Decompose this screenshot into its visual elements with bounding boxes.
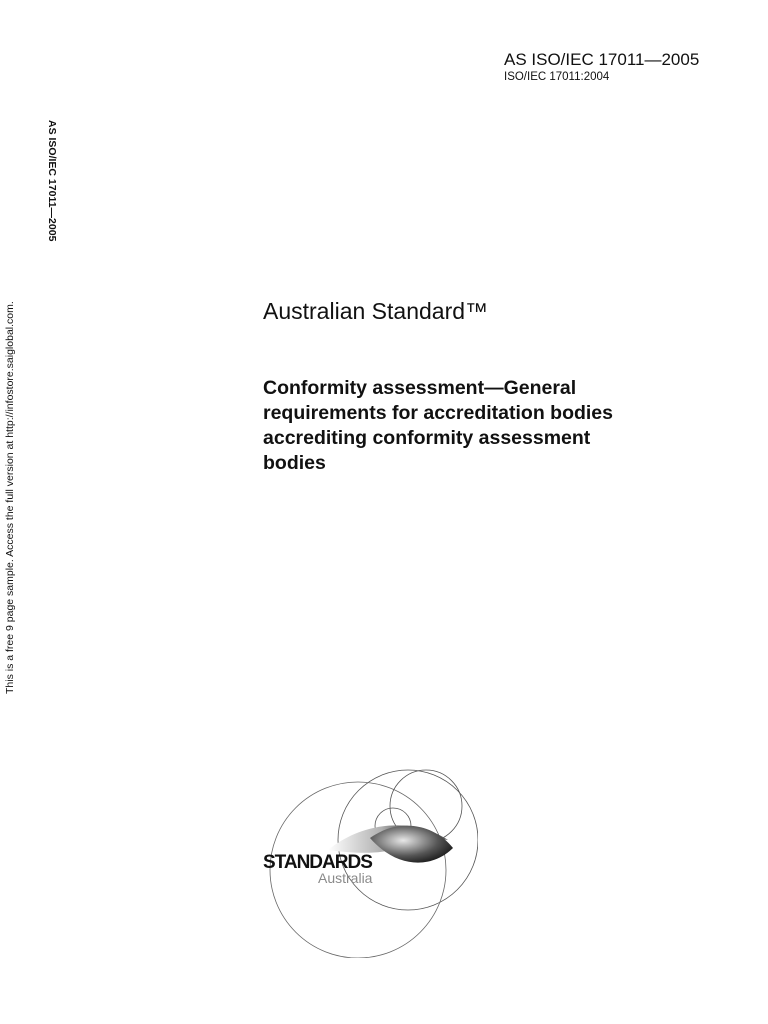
title-line: requirements for accreditation bodies bbox=[263, 402, 614, 424]
standards-australia-logo bbox=[258, 758, 478, 958]
standard-number: AS ISO/IEC 17011—2005 bbox=[504, 50, 700, 69]
spine-standard-code: AS ISO/IEC 17011—2005 bbox=[46, 120, 58, 242]
standard-type-heading: Australian Standard™ bbox=[263, 298, 489, 324]
sample-notice: This is a free 9 page sample. Access the full version at http://infostore.saiglobal.com. bbox=[4, 301, 16, 694]
document-title bbox=[263, 376, 703, 476]
iso-reference: ISO/IEC 17011:2004 bbox=[504, 71, 610, 83]
logo-wordmark: STANDARDS bbox=[263, 852, 372, 873]
title-line: Conformity assessment—General bbox=[263, 377, 577, 399]
title-line: accrediting conformity assessment bbox=[263, 427, 591, 449]
title-line: bodies bbox=[263, 452, 326, 474]
logo-subtitle: Australia bbox=[318, 870, 373, 886]
